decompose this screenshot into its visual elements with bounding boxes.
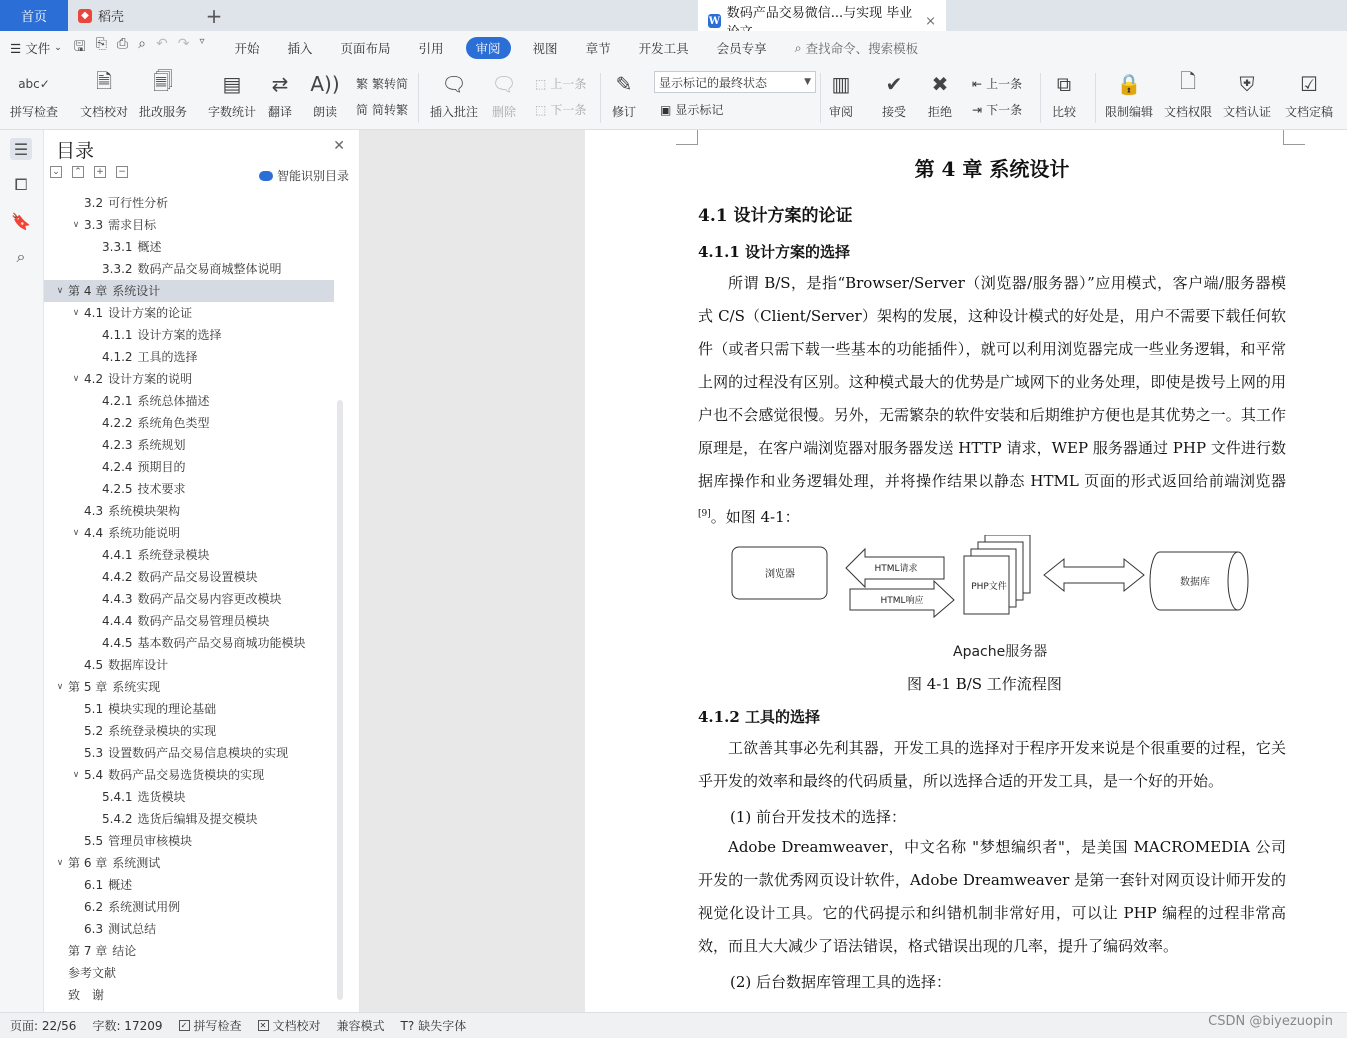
list-item: (1) 前台开发技术的选择： (730, 808, 907, 826)
print-icon[interactable]: ⎙ (116, 36, 129, 52)
toc-item-label: 系统测试用例 (108, 900, 181, 914)
doc-finalize-icon: ☑ (1300, 72, 1318, 96)
toc-item-number: 第 6 章 (68, 856, 108, 870)
customize-icon[interactable]: ▿ (199, 36, 205, 47)
search-icon: ⌕ (794, 40, 802, 55)
chevron-down-icon: ▼ (804, 77, 811, 87)
toc-item-number: 第 4 章 (68, 284, 108, 298)
toc-item-number: 4.5 (84, 658, 104, 672)
toc-item-number: 3.2 (84, 196, 104, 210)
toc-item-label: 系统实现 (112, 680, 161, 694)
chapter-heading: 第 4 章 系统设计 (914, 157, 1070, 181)
format-painter-icon[interactable]: ⎘ (95, 36, 107, 52)
chapter-nav-icon[interactable]: ⧠ (14, 175, 28, 194)
toc-item[interactable] (44, 390, 344, 412)
page-corner-mark (1283, 130, 1305, 145)
toc-item-number: 4.1.1 (102, 328, 133, 342)
toc-item[interactable] (44, 236, 344, 258)
chevron-down-icon[interactable]: ∨ (56, 682, 64, 692)
toc-item-label: 系统登录模块的实现 (108, 724, 217, 738)
quick-access (74, 36, 205, 60)
close-icon[interactable]: ✕ (333, 138, 345, 154)
redo-icon[interactable]: ↷ (177, 36, 190, 52)
toc-item-number: 6.2 (84, 900, 104, 914)
toc-item[interactable] (44, 610, 344, 632)
toc-item[interactable] (44, 478, 344, 500)
toc-item-label: 数码产品交易选货模块的实现 (108, 768, 265, 782)
next-change-button[interactable] (972, 101, 1022, 118)
toc-item-label: 可行性分析 (108, 196, 169, 210)
toc-item[interactable] (44, 258, 344, 280)
menu-start[interactable]: 开始 (234, 41, 260, 56)
toc-item[interactable] (44, 434, 344, 456)
expand-all-icon[interactable]: ⌄ (50, 166, 62, 178)
trad-simp-icon: 繁 (356, 77, 369, 91)
new-tab-button[interactable]: + (205, 3, 223, 28)
menu-developer[interactable]: 开发工具 (638, 41, 689, 56)
toc-item-label: 系统登录模块 (137, 548, 210, 562)
toc-item-label: 需求目标 (108, 218, 157, 232)
toc-item[interactable] (44, 500, 344, 522)
tab-bar (0, 0, 1347, 31)
toc-item[interactable] (44, 654, 344, 676)
paragraph-text: 所谓 B/S，是指“Browser/Server（浏览器/服务器）”应用模式，客户端/服务器模式 C/S（Client/Server）架构的发展，这种设计模式的好处是，用户不需要下载任何软件（或者只需下载一些基本的功能插件），就可以利用浏览器完成一些业务逻辑，和平常上网的过程没有区别。这种模式最大的优势是广域网下的业务处理，即使是拨号上网的用户也不会感觉很慢。另外，无需繁杂的软件安装和后期维护方便也是其优势之一。其工作原理是，在客户端浏览器对服务器发送 HTTP 请求，WEP 服务器通过 PHP 文件进行数据库操作和业务逻辑处理，并将操作结果以静态 HTML 页面的形式返回给前端浏览器 (698, 274, 1286, 490)
toc-item-label: 设计方案的论证 (108, 306, 193, 320)
toc-item-label: 系统设计 (112, 284, 161, 298)
spell-check-button[interactable] (10, 69, 58, 120)
insert-comment-icon: 🗨 (441, 72, 467, 96)
subsection-heading: 4.1.1 设计方案的选择 (698, 243, 850, 261)
toc-item[interactable] (44, 544, 344, 566)
undo-icon[interactable]: ↶ (155, 36, 168, 52)
toc-item[interactable] (44, 962, 344, 984)
ribbon-divider (1095, 73, 1096, 123)
toc-item[interactable] (44, 280, 334, 302)
menu-references[interactable]: 引用 (418, 41, 444, 56)
toc-item-number: 4.4.5 (102, 636, 133, 650)
menu-view[interactable]: 视图 (532, 41, 558, 56)
status-spell-label: 拼写检查 (193, 1019, 242, 1033)
chevron-down-icon: ⌄ (54, 43, 62, 53)
toc-item-number: 5.5 (84, 834, 104, 848)
paragraph: Adobe Dreamweaver，中文名称 "梦想编织者"，是美国 MACROMEDIA 公司开发的一款优秀网页设计软件，Adobe Dreamweaver 是第一套针对网页设计师开发的视觉化设计工具。它的代码提示和纠错机制非常好用，可以让 PHP 编程的过程非常高效，而且大大减少了语法错误，格式错误出现的几率，提升了编码效率。 (698, 838, 1286, 955)
word-doc-icon: W (708, 15, 720, 27)
toc-item-label: 致 谢 (68, 988, 105, 1002)
toc-item-label: 系统模块架构 (108, 504, 181, 518)
chevron-down-icon[interactable]: ∨ (56, 858, 64, 868)
toc-item-label: 设计方案的选择 (137, 328, 222, 342)
word-count[interactable]: 字数: 17209 (92, 1019, 163, 1033)
search-icon[interactable]: ⌕ (16, 247, 26, 266)
toc-item[interactable] (44, 808, 344, 830)
show-marks-button[interactable] (660, 101, 723, 118)
toc-item[interactable] (44, 786, 344, 808)
chevron-down-icon[interactable]: ∨ (72, 374, 80, 384)
review-pane-icon: ▥ (831, 72, 851, 96)
prev-change-icon: ⇤ (972, 76, 983, 91)
toc-item-number: 3.3 (84, 218, 104, 232)
toc-item-number: 4.4.1 (102, 548, 133, 562)
show-marks-icon: ▣ (660, 102, 672, 117)
prev-comment-button[interactable] (535, 75, 586, 92)
doc-rights-label: 文档权限 (1164, 105, 1213, 119)
section-heading: 4.1 设计方案的论证 (698, 206, 853, 226)
toc-item-number: 第 7 章 (68, 944, 108, 958)
display-mode-select[interactable] (654, 71, 816, 93)
toc-item-number: 5.1 (84, 702, 104, 716)
restrict-editing-button[interactable] (1105, 69, 1153, 120)
simp-to-trad-label: 简转繁 (372, 103, 409, 117)
toc-item[interactable] (44, 632, 344, 654)
toc-item-label: 工具的选择 (137, 350, 198, 364)
doc-rights-icon: 🗋 (1179, 69, 1197, 93)
hamburger-icon: ☰ (10, 40, 22, 56)
toc-item-number: 4.1.2 (102, 350, 133, 364)
shield-icon: ⛨ (1239, 72, 1255, 96)
translate-icon: ⇄ (271, 72, 289, 96)
trad-to-simp-button[interactable] (356, 75, 408, 92)
toc-item-label: 数据库设计 (108, 658, 169, 672)
toc-item-label: 系统规划 (137, 438, 186, 452)
reject-label: 拒绝 (927, 105, 952, 119)
toc-item-label: 数码产品交易管理员模块 (137, 614, 270, 628)
prev-change-label: 上一条 (986, 77, 1023, 91)
delete-comment-icon: 🗨 (491, 72, 517, 96)
toc-item-number: 3.3.2 (102, 262, 133, 276)
toc-item-number: 4.2 (84, 372, 104, 386)
next-comment-button[interactable] (535, 101, 586, 118)
toc-item[interactable] (44, 676, 344, 698)
chevron-down-icon[interactable]: ∨ (72, 220, 80, 230)
menu-bar (0, 31, 1347, 65)
toc-item[interactable] (44, 456, 344, 478)
toc-item-number: 4.2.2 (102, 416, 133, 430)
prev-comment-label: 上一条 (550, 77, 587, 91)
toc-item-label: 数码产品交易设置模块 (137, 570, 258, 584)
display-mode-value: 显示标记的最终状态 (659, 75, 768, 90)
toc-item-label: 系统功能说明 (108, 526, 181, 540)
toc-item-label: 数码产品交易商城整体说明 (137, 262, 282, 276)
toc-item[interactable] (44, 214, 344, 236)
command-search[interactable] (795, 39, 919, 57)
request-label: HTML请求 (874, 564, 918, 574)
reject-icon: ✖ (931, 72, 949, 96)
track-changes-label: 修订 (611, 105, 636, 119)
doc-finalize-button[interactable] (1285, 69, 1333, 120)
read-aloud-icon: A)) (310, 72, 340, 96)
menu-page-layout[interactable]: 页面布局 (340, 41, 391, 56)
restrict-editing-label: 限制编辑 (1105, 105, 1154, 119)
compare-label: 比较 (1051, 105, 1076, 119)
nav-icon-strip (0, 130, 44, 1012)
file-menu[interactable] (10, 39, 62, 57)
toc-item[interactable] (44, 346, 344, 368)
review-pane-button[interactable] (827, 69, 855, 120)
next-change-label: 下一条 (986, 103, 1023, 117)
toc-item-number: 4.2.4 (102, 460, 133, 474)
paragraph-text: 。如图 4-1： (710, 508, 800, 526)
toc-item[interactable] (44, 324, 344, 346)
toc-item[interactable] (44, 566, 344, 588)
ribbon-divider (820, 73, 821, 123)
list-item: (2) 后台数据库管理工具的选择： (730, 973, 952, 991)
toc-item-label: 参考文献 (68, 966, 117, 980)
toc-item[interactable] (44, 368, 344, 390)
ribbon-divider (600, 73, 601, 123)
toc-item-label: 测试总结 (108, 922, 157, 936)
toc-item[interactable] (44, 698, 344, 720)
review-ribbon (0, 65, 1347, 130)
next-comment-label: 下一条 (550, 103, 587, 117)
smart-toc-button[interactable] (259, 167, 349, 184)
toc-item-number: 3.3.1 (102, 240, 133, 254)
show-marks-label: 显示标记 (675, 103, 724, 117)
toc-item-number: 4.4.2 (102, 570, 133, 584)
toc-item-label: 基本数码产品交易商城功能模块 (137, 636, 306, 650)
toc-item-number: 5.4.2 (102, 812, 133, 826)
batch-service-button[interactable] (139, 69, 187, 120)
paragraph (698, 267, 1286, 534)
database-label: 数据库 (1180, 577, 1210, 588)
smart-toc-label: 智能识别目录 (276, 169, 349, 183)
toc-item-number: 6.3 (84, 922, 104, 936)
page-corner-mark (676, 130, 698, 145)
watermark: CSDN @biyezuopin (1208, 1014, 1333, 1029)
status-proofread[interactable] (258, 1017, 321, 1034)
toc-toolbar (50, 166, 128, 178)
figure-caption: 图 4-1 B/S 工作流程图 (907, 675, 1062, 693)
toc-item-number: 4.4.3 (102, 592, 133, 606)
toc-item-number: 4.4.4 (102, 614, 133, 628)
spell-check-label: 拼写检查 (10, 105, 59, 119)
toc-item-number: 5.4 (84, 768, 104, 782)
toc-panel (44, 130, 360, 1012)
chevron-down-icon[interactable]: ∨ (56, 286, 64, 296)
compare-button[interactable] (1050, 69, 1078, 120)
close-tab-icon[interactable]: × (925, 13, 936, 29)
insert-comment-button[interactable] (430, 69, 478, 120)
toc-item-label: 选货模块 (137, 790, 186, 804)
file-menu-label: 文件 (25, 41, 51, 56)
chevron-down-icon[interactable]: ∨ (72, 528, 80, 538)
proofread-label: 文档校对 (80, 105, 129, 119)
status-bar (0, 1012, 1347, 1038)
toc-item-number: 5.3 (84, 746, 104, 760)
toc-item[interactable] (44, 852, 344, 874)
toc-item-number: 4.2.3 (102, 438, 133, 452)
toc-item[interactable] (44, 192, 344, 214)
toc-item[interactable] (44, 720, 344, 742)
menu-chapter[interactable]: 章节 (585, 41, 611, 56)
read-aloud-label: 朗读 (312, 105, 337, 119)
subsection-heading: 4.1.2 工具的选择 (698, 708, 820, 726)
review-pane-label: 审阅 (828, 105, 853, 119)
doc-finalize-label: 文档定稿 (1285, 105, 1334, 119)
toc-item-number: 5.4.1 (102, 790, 133, 804)
checkbox-icon: ✓ (179, 1020, 190, 1031)
track-changes-icon: ✎ (615, 72, 633, 96)
simp-trad-icon: 简 (356, 103, 369, 117)
translate-button[interactable] (266, 69, 294, 120)
tab-daoke-label: 稻壳 (98, 10, 125, 25)
compat-mode[interactable]: 兼容模式 (336, 1019, 385, 1033)
daoke-logo-icon: ◆ (78, 9, 92, 23)
next-change-icon: ⇥ (972, 102, 983, 117)
doc-cert-label: 文档认证 (1223, 105, 1272, 119)
command-search-label: 查找命令、搜索模板 (805, 41, 919, 56)
status-spell-check[interactable] (179, 1017, 242, 1034)
toc-item-label: 技术要求 (137, 482, 186, 496)
toc-item-label: 设计方案的说明 (108, 372, 193, 386)
remove-level-icon[interactable]: − (116, 166, 128, 178)
prev-comment-icon: ⬚ (535, 76, 547, 91)
spell-check-icon: abc✓ (18, 77, 50, 91)
insert-comment-label: 插入批注 (430, 105, 479, 119)
menu-member[interactable]: 会员专享 (716, 41, 767, 56)
print-preview-icon[interactable]: ⌕ (138, 36, 146, 52)
toc-item-number: 4.3 (84, 504, 104, 518)
prev-change-button[interactable] (972, 75, 1022, 92)
menu-review[interactable]: 审阅 (466, 37, 511, 59)
ribbon-divider (418, 73, 419, 123)
add-level-icon[interactable]: + (94, 166, 106, 178)
simp-to-trad-button[interactable] (356, 101, 408, 118)
toc-item-number: 4.2.1 (102, 394, 133, 408)
missing-font[interactable] (401, 1017, 467, 1034)
response-label: HTML响应 (880, 596, 924, 606)
toc-item-label: 系统角色类型 (137, 416, 210, 430)
checkbox-icon: ✕ (258, 1020, 269, 1031)
doc-cert-button[interactable] (1223, 69, 1271, 120)
toc-item[interactable] (44, 984, 344, 1006)
word-count-icon: ▤ (222, 72, 242, 96)
word-count-button[interactable] (208, 69, 256, 120)
accept-icon: ✔ (885, 72, 903, 96)
status-proofread-label: 文档校对 (272, 1019, 321, 1033)
toc-item[interactable] (44, 918, 344, 940)
browser-label: 浏览器 (765, 569, 795, 580)
read-aloud-button[interactable] (311, 69, 339, 120)
toc-scrollbar[interactable] (337, 400, 343, 1000)
reject-button[interactable] (926, 69, 954, 120)
track-changes-button[interactable] (610, 69, 638, 120)
batch-service-icon: 🗐 (153, 69, 173, 93)
page-indicator[interactable]: 页面: 22/56 (10, 1019, 77, 1033)
accept-button[interactable] (880, 69, 908, 120)
toc-item-label: 选货后编辑及提交模块 (137, 812, 258, 826)
toc-item-label: 结论 (112, 944, 137, 958)
toc-item[interactable] (44, 522, 344, 544)
toc-item-number: 4.4 (84, 526, 104, 540)
toc-item-number: 4.2.5 (102, 482, 133, 496)
toc-item-label: 模块实现的理论基础 (108, 702, 217, 716)
toc-item[interactable] (44, 742, 344, 764)
bidirectional-arrow (1044, 559, 1144, 591)
lock-icon: 🔒 (1116, 72, 1142, 96)
trad-to-simp-label: 繁转简 (372, 77, 409, 91)
missing-font-label: 缺失字体 (418, 1019, 467, 1033)
toc-item[interactable] (44, 302, 344, 324)
apache-label: Apache服务器 (953, 644, 1048, 660)
translate-label: 翻译 (267, 105, 292, 119)
batch-service-label: 批改服务 (139, 105, 188, 119)
toc-item-label: 概述 (108, 878, 133, 892)
accept-label: 接受 (881, 105, 906, 119)
compare-icon: ⧉ (1056, 72, 1072, 96)
toc-list (44, 192, 344, 1006)
font-icon: T? (400, 1018, 415, 1033)
toc-item[interactable] (44, 896, 344, 918)
chevron-down-icon[interactable]: ∨ (72, 770, 80, 780)
delete-comment-button[interactable] (490, 69, 518, 120)
citation-ref: [9] (698, 509, 711, 519)
cloud-icon (259, 171, 273, 181)
toc-item-number: 第 5 章 (68, 680, 108, 694)
toc-item[interactable] (44, 940, 344, 962)
toc-item-number: 5.2 (84, 724, 104, 738)
toc-item-label: 概述 (137, 240, 162, 254)
next-comment-icon: ⬚ (535, 102, 547, 117)
toc-item-number: 6.1 (84, 878, 104, 892)
proofread-icon: 🗎 (95, 69, 113, 93)
toc-item-label: 管理员审核模块 (108, 834, 193, 848)
toc-item[interactable] (44, 588, 344, 610)
doc-rights-button[interactable] (1164, 69, 1212, 120)
toc-item[interactable] (44, 412, 344, 434)
toc-panel-icon[interactable]: ☰ (10, 138, 32, 160)
ribbon-divider (1040, 73, 1041, 123)
toc-item[interactable] (44, 874, 344, 896)
php-file-label: PHP文件 (971, 582, 1007, 592)
menu-insert[interactable]: 插入 (287, 41, 313, 56)
tab-daoke[interactable] (68, 0, 198, 31)
toc-item-label: 设置数码产品交易信息模块的实现 (108, 746, 289, 760)
tab-document-label: 数码产品交易微信...与实现 毕业 (726, 6, 913, 21)
chevron-down-icon[interactable]: ∨ (72, 308, 80, 318)
toc-item[interactable] (44, 830, 344, 852)
toc-item-label: 数码产品交易内容更改模块 (137, 592, 282, 606)
collapse-all-icon[interactable]: ⌃ (72, 166, 84, 178)
proofread-button[interactable] (80, 69, 128, 120)
toc-item-label: 系统测试 (112, 856, 161, 870)
toc-title: 目录 (56, 140, 95, 162)
toc-item-label: 预期目的 (137, 460, 186, 474)
word-count-label: 字数统计 (208, 105, 257, 119)
save-icon[interactable]: 🖫 (73, 39, 86, 55)
toc-item-label: 系统总体描述 (137, 394, 210, 408)
delete-comment-label: 删除 (491, 105, 516, 119)
tab-home[interactable]: 首页 (0, 0, 68, 31)
toc-item-number: 4.1 (84, 306, 104, 320)
toc-item[interactable] (44, 764, 344, 786)
bookmark-icon[interactable]: 🔖 (11, 211, 31, 231)
paragraph: 工欲善其事必先利其器，开发工具的选择对于程序开发来说是个很重要的过程，它关乎开发的效率和最终的代码质量，所以选择合适的开发工具，是一个好的开始。 (698, 739, 1286, 790)
